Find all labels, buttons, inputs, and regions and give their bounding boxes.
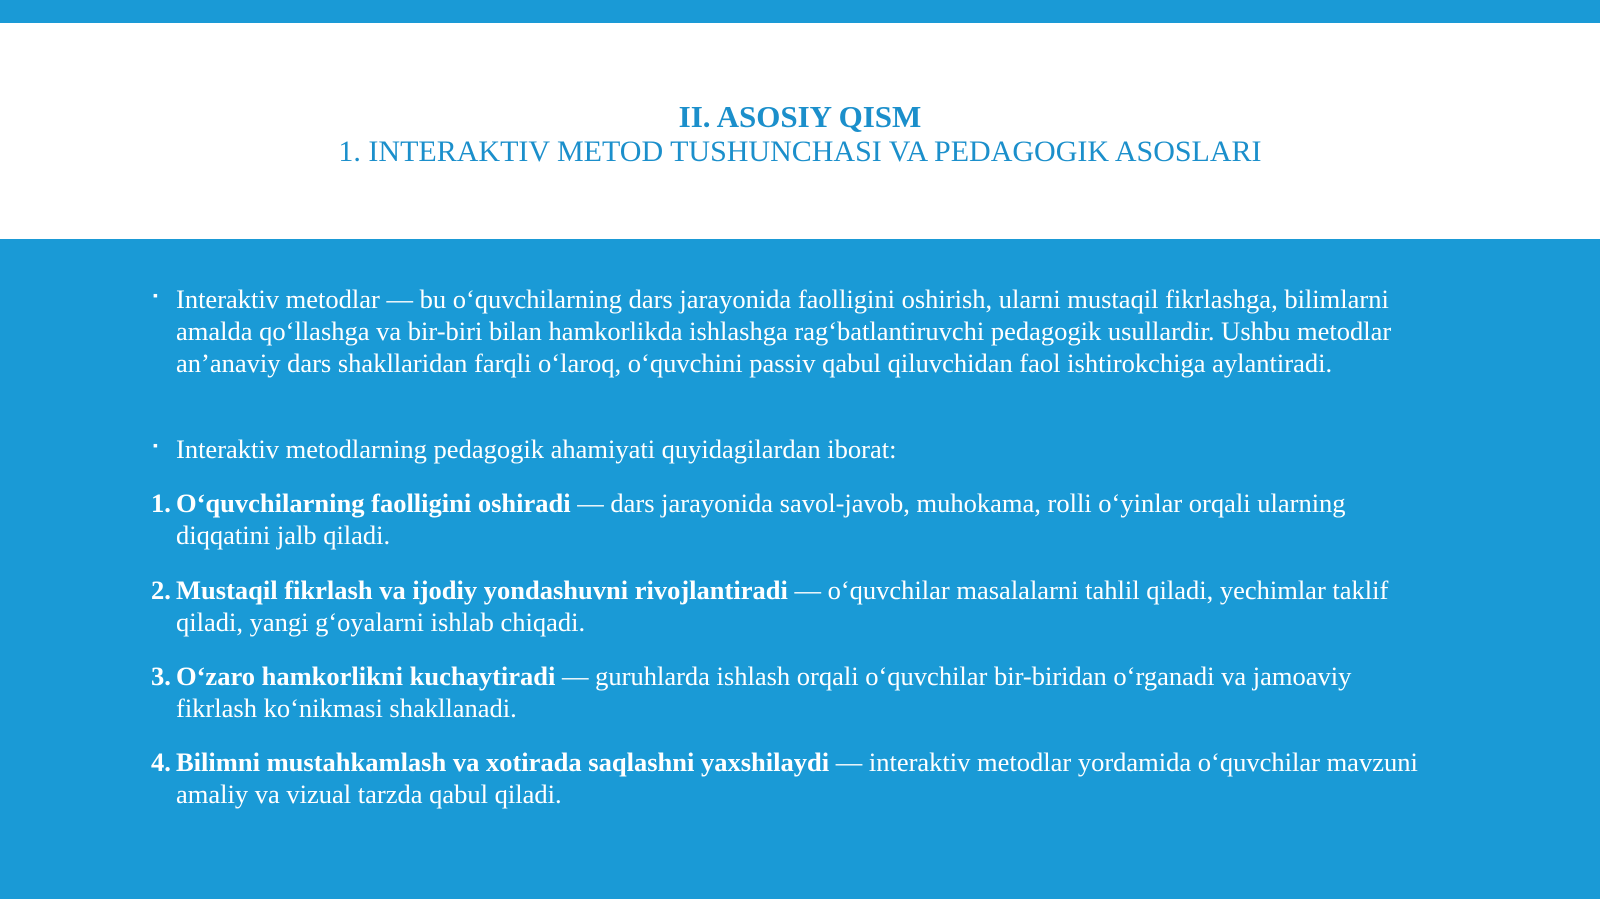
list-item-text: — dars jarayonida savol-javob, muhokama, rolli oʻyinlar orqali ularning diqqatini jalb qiladi. bbox=[176, 488, 1346, 550]
slide-subtitle: 1. INTERAKTIV METOD TUSHUNCHASI VA PEDAGOGIK ASOSLARI bbox=[338, 135, 1262, 168]
list-item-heading: Oʻquvchilarning faolligini oshiradi bbox=[176, 488, 571, 518]
bullet-text: Interaktiv metodlar — bu oʻquvchilarning dars jarayonida faolligini oshirish, ularni mustaqil fikrlashga, bilimlarni amalda qoʻllashga va bir-biri bilan hamkorlikda ishlashga ragʻbatlantiruvchi pedagogik usullardir. Ushbu metodlar anʼanaviy dars shakllaridan farqli oʻlaroq, oʻquvchini passiv qabul qiluvchidan faol ishtirokchiga aylantiradi. bbox=[176, 284, 1392, 378]
list-item bbox=[176, 487, 1436, 551]
list-item bbox=[176, 746, 1436, 810]
top-accent-strip bbox=[0, 0, 1600, 23]
list-item-text: — interaktiv metodlar yordamida oʻquvchilar mavzuni amaliy va vizual tarzda qabul qiladi. bbox=[176, 747, 1418, 809]
slide-title: II. ASOSIY QISM bbox=[678, 99, 922, 134]
list-item bbox=[176, 574, 1436, 638]
list-number: 2. bbox=[151, 575, 171, 605]
list-item-heading: Oʻzaro hamkorlikni kuchaytiradi bbox=[176, 661, 556, 691]
list-item-text: — oʻquvchilar masalalarni tahlil qiladi, yechimlar taklif qiladi, yangi gʻoyalarni ishlab chiqadi. bbox=[176, 575, 1389, 637]
list-item-heading: Bilimni mustahkamlash va xotirada saqlashni yaxshilaydi bbox=[176, 747, 830, 777]
list-number: 4. bbox=[151, 747, 171, 777]
bullet-marker: ▪ bbox=[153, 439, 158, 454]
list-number: 3. bbox=[151, 661, 171, 691]
list-item-text: — guruhlarda ishlash orqali oʻquvchilar bir-biridan oʻrganadi va jamoaviy fikrlash koʻnikmasi shakllanadi. bbox=[176, 661, 1352, 723]
bullet-text: Interaktiv metodlarning pedagogik ahamiyati quyidagilardan iborat: bbox=[176, 434, 897, 464]
list-item bbox=[176, 660, 1436, 724]
list-number: 1. bbox=[151, 488, 171, 518]
bullet-marker: ▪ bbox=[153, 289, 158, 304]
list-item-heading: Mustaqil fikrlash va ijodiy yondashuvni rivojlantiradi bbox=[176, 575, 788, 605]
